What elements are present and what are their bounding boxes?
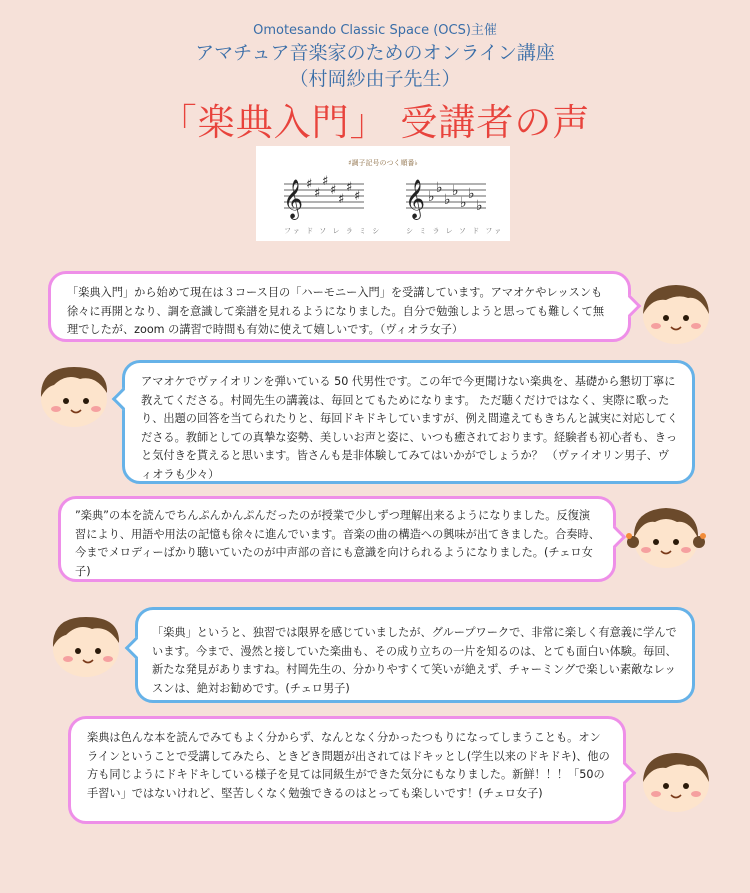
svg-text:♯: ♯ <box>338 192 345 207</box>
testimonial-bubble <box>122 360 695 484</box>
key-signature-illustration <box>256 146 510 241</box>
svg-text:♯: ♯ <box>306 177 313 192</box>
svg-text:♭: ♭ <box>436 180 443 196</box>
organizer-line: Omotesando Classic Space (OCS)主催 <box>253 23 497 38</box>
svg-text:♯: ♯ <box>330 183 337 198</box>
treble-clef-icon: 𝄞 <box>283 179 304 219</box>
page-headline: 「楽典入門」 受講者の声 <box>159 101 591 144</box>
girl-avatar-icon <box>625 502 707 570</box>
testimonial-bubble <box>58 496 616 582</box>
testimonial-text: 楽典は色んな本を読んでみてもよく分からず、なんとなく分かったつもりになってしまうことも。オンラインということで受講してみたら、ときどき問題が出されてはドキッとし(学生以来のドキドキ)、他の方も同じようにドキドキしている様子を見ては同級生ができた気分にもなりました。新鮮！！！「50の手習い」ではないけれど、堅苦しくなく勉強できるのはとっても楽しいです！(チェロ女子) <box>87 731 610 800</box>
svg-text:♭: ♭ <box>444 192 451 208</box>
svg-text:♯: ♯ <box>314 186 321 201</box>
svg-text:♭: ♭ <box>468 186 475 202</box>
treble-clef-icon: 𝄞 <box>405 179 426 219</box>
flat-order-label: シ ミ ラ レ ソ ド ファ <box>406 227 504 235</box>
svg-text:♭: ♭ <box>452 183 459 199</box>
flat-icons <box>428 180 483 214</box>
testimonial-bubble <box>135 607 695 703</box>
girl-avatar-icon <box>638 748 714 814</box>
illustration-caption: ♯調子記号のつく順番♭ <box>348 159 418 167</box>
course-title: アマチュア音楽家のためのオンライン講座 <box>195 42 555 64</box>
boy-avatar-icon <box>48 613 124 679</box>
teacher-name: （村岡紗由子先生） <box>289 68 461 90</box>
svg-text:♯: ♯ <box>354 189 361 204</box>
boy-avatar-icon <box>36 363 112 429</box>
sharp-order-label: ファ ド ソ レ ラ ミ シ <box>284 227 382 235</box>
svg-text:♯: ♯ <box>322 174 329 189</box>
svg-text:♭: ♭ <box>428 189 435 205</box>
testimonial-text: 「楽典」というと、独習では限界を感じていましたが、グループワークで、非常に楽しく有意義に学んでいます。今まで、漫然と接していた楽曲も、その成り立ちの一片を知るのは、とても面白い体験。毎回、新たな発見がありますね。村岡先生の、分かりやすくて笑いが絶えず、チャーミングで楽しい素敵なレッスンは、絶対お勧めです。(チェロ男子) <box>152 626 677 695</box>
testimonial-text: アマオケでヴァイオリンを弾いている 50 代男性です。この年で今更聞けない楽典を、基礎から懇切丁寧に教えてくださる。村岡先生の講義は、毎回とてもためになります。 ただ聴くだけではなく、実際に歌ったり、出題の回答を当てられたりと、毎回ドキドキしていますが、例え間違えてもきちんと誠実に対応してくださる。教師としての真摯な姿勢、美しいお声と姿に、いつも癒されております。経験者も初心者も、きっと気付きを貰えると思います。皆さんも是非体験してみてはいかがでしょうか？ （ヴァイオリン男子、ヴィオラも少々） <box>141 375 679 481</box>
girl-avatar-icon <box>638 280 714 346</box>
testimonial-bubble <box>68 716 626 824</box>
testimonial-text: 「楽典入門」から始めて現在は３コース目の「ハーモニー入門」を受講しています。アマオケやレッスンも徐々に再開となり、調を意識して楽譜を見れるようになりました。自分で勉強しようと思っても難しくて無理でしたが、zoom の講習で時間も有効に使えて嬉しいです。（ヴィオラ女子） <box>67 286 605 336</box>
svg-text:♭: ♭ <box>476 198 483 214</box>
svg-text:♭: ♭ <box>460 195 467 211</box>
svg-text:♯: ♯ <box>346 180 353 195</box>
testimonial-bubble <box>48 271 631 342</box>
testimonial-text: ”楽典”の本を読んでちんぷんかんぷんだったのが授業で少しずつ理解出来るようになりました。反復演習により、用語や用法の記憶も徐々に進んでいます。音楽の曲の構造への興味が出てきました。合奏時、今までメロディーばかり聴いていたのが中声部の音にも意識を向けられるようになりました。(チェロ女子) <box>75 509 600 578</box>
